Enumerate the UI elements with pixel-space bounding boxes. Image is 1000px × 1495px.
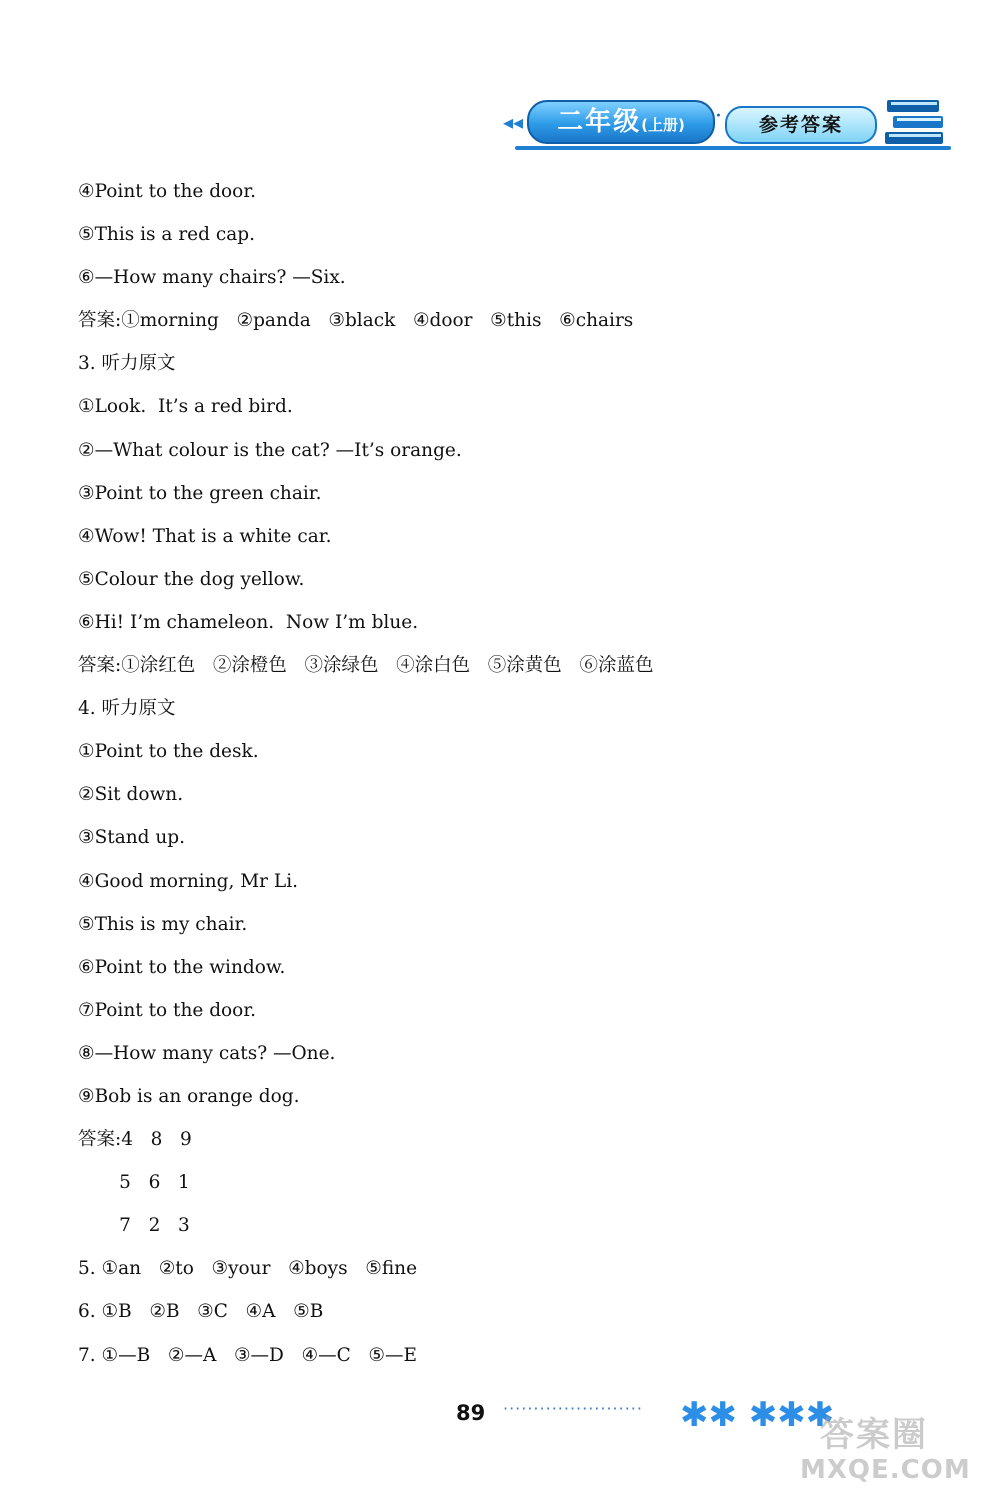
- text-line: ⑦Point to the door.: [78, 999, 257, 1021]
- text-line: ④Good morning, Mr Li.: [78, 870, 298, 892]
- answer-line: 答案:①涂红色 ②涂橙色 ③涂绿色 ④涂白色 ⑤涂黄色 ⑥涂蓝色: [78, 655, 654, 677]
- text-line: ⑧—How many cats? —One.: [78, 1042, 336, 1064]
- books-icon: [883, 96, 949, 148]
- section-title: 参考答案: [725, 106, 877, 144]
- star-icons: ✱✱ ✱✱✱: [680, 1395, 835, 1435]
- answer-line: 答案:①morning ②panda ③black ④door ⑤this ⑥chairs: [78, 310, 634, 332]
- text-line: ⑤This is my chair.: [78, 913, 248, 935]
- watermark-site: MXQE.COM: [800, 1455, 971, 1485]
- answer-line: 7. ①—B ②—A ③—D ④—C ⑤—E: [78, 1344, 417, 1366]
- section-heading: 4. 听力原文: [78, 698, 176, 720]
- watermark-logo: 答案圈: [820, 1415, 928, 1455]
- answer-line: 答案:4 8 9: [78, 1129, 192, 1151]
- text-line: ③Point to the green chair.: [78, 482, 322, 504]
- text-line: ②Sit down.: [78, 784, 184, 806]
- page-header: [495, 92, 955, 158]
- text-line: ②—What colour is the cat? —It’s orange.: [78, 439, 462, 461]
- text-line: ④Wow! That is a white car.: [78, 525, 332, 547]
- separator-dot: ·: [715, 104, 722, 129]
- dotted-leader: ·······················: [503, 1399, 643, 1418]
- grade-badge: [527, 100, 715, 144]
- answer-content: [78, 170, 958, 1377]
- answer-line: 7 2 3: [78, 1215, 190, 1237]
- page-number: 89: [456, 1401, 486, 1425]
- text-line: ④Point to the door.: [78, 181, 257, 202]
- answer-line: 5. ①an ②to ③your ④boys ⑤fine: [78, 1258, 418, 1280]
- section-heading: 3. 听力原文: [78, 353, 176, 375]
- text-line: ⑤Colour the dog yellow.: [78, 568, 305, 590]
- answer-line: 6. ①B ②B ③C ④A ⑤B: [78, 1301, 324, 1323]
- text-line: ⑥Hi! I’m chameleon. Now I’m blue.: [78, 611, 419, 633]
- page-footer: [0, 1395, 1000, 1495]
- double-arrow-icon: ◂◂: [503, 110, 524, 134]
- text-line: ③Stand up.: [78, 827, 185, 849]
- answer-line: 5 6 1: [78, 1172, 190, 1194]
- text-line: ⑨Bob is an orange dog.: [78, 1085, 300, 1107]
- term-label: (上册): [641, 116, 685, 134]
- text-line: ⑤This is a red cap.: [78, 224, 255, 246]
- header-rule: [515, 146, 951, 150]
- text-line: ①Look. It’s a red bird.: [78, 396, 293, 418]
- grade-label: 二年级: [557, 107, 642, 137]
- text-line: ⑥Point to the window.: [78, 956, 286, 978]
- text-line: ①Point to the desk.: [78, 741, 259, 763]
- text-line: ⑥—How many chairs? —Six.: [78, 267, 346, 289]
